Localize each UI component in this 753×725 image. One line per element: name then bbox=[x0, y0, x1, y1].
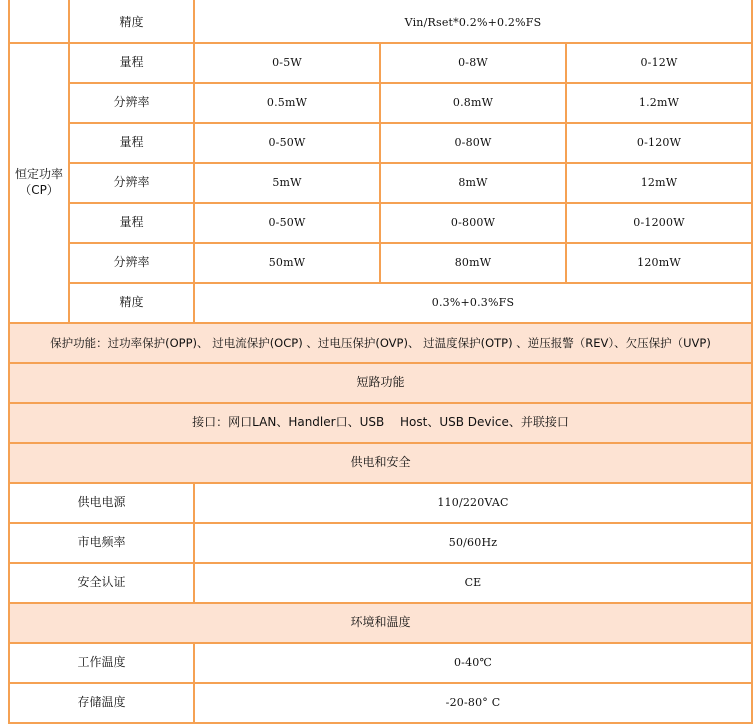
cp-group-label bbox=[10, 44, 68, 322]
cp-group-label-line2: （CP） bbox=[19, 183, 59, 197]
safety-certification-value: CE bbox=[464, 575, 482, 589]
cp-row-value: 0-1200W bbox=[633, 215, 685, 229]
cp-row-label: 分辨率 bbox=[113, 175, 150, 190]
cp-row-value: 0.5mW bbox=[266, 95, 308, 109]
cp-row-value: 0-8W bbox=[458, 55, 488, 69]
cp-row-label: 分辨率 bbox=[113, 255, 150, 270]
cp-row-value: 0-800W bbox=[450, 215, 496, 229]
cp-precision-label: 精度 bbox=[119, 295, 144, 310]
power-safety-title: 供电和安全 bbox=[350, 455, 411, 470]
precision-label: 精度 bbox=[119, 15, 144, 30]
safety-certification-label: 安全认证 bbox=[77, 575, 126, 590]
cp-precision-value: 0.3%+0.3%FS bbox=[431, 295, 515, 309]
power-supply-label: 供电电源 bbox=[77, 495, 126, 510]
cp-row-value: 0.8mW bbox=[452, 95, 494, 109]
environment-title: 环境和温度 bbox=[350, 615, 411, 630]
cp-row-value: 1.2mW bbox=[638, 95, 680, 109]
cp-row-value: 0-5W bbox=[272, 55, 302, 69]
cp-row-value: 0-50W bbox=[268, 215, 306, 229]
mains-frequency-value: 50/60Hz bbox=[448, 535, 498, 549]
cp-row-label: 量程 bbox=[119, 215, 144, 230]
cp-row-label: 分辨率 bbox=[113, 95, 150, 110]
cp-row-value: 80mW bbox=[454, 255, 492, 269]
cp-row-value: 0-50W bbox=[268, 135, 306, 149]
cp-row-value: 120mW bbox=[637, 255, 681, 269]
cp-row-value: 12mW bbox=[640, 175, 678, 189]
interface-list: 接口：网口LAN、Handler口、USB Host、USB Device、并联接口 bbox=[192, 415, 569, 430]
cp-row-label: 量程 bbox=[119, 135, 144, 150]
mains-frequency-label: 市电频率 bbox=[77, 535, 126, 550]
storage-temperature-label: 存储温度 bbox=[77, 695, 126, 710]
cp-row-value: 0-12W bbox=[640, 55, 678, 69]
precision-value: Vin/Rset*0.2%+0.2%FS bbox=[404, 15, 542, 29]
cp-group-label-line1: 恒定功率 bbox=[14, 167, 63, 182]
cp-row-value: 5mW bbox=[272, 175, 302, 189]
cp-row-label: 量程 bbox=[119, 55, 144, 70]
short-circuit-function: 短路功能 bbox=[356, 375, 405, 390]
operating-temperature-label: 工作温度 bbox=[77, 655, 126, 670]
cp-row-value: 0-120W bbox=[636, 135, 682, 149]
grid-line bbox=[8, 722, 753, 724]
cp-row-value: 0-80W bbox=[454, 135, 492, 149]
storage-temperature-value: -20-80° C bbox=[445, 695, 501, 709]
cp-row-value: 8mW bbox=[458, 175, 488, 189]
protection-functions: 保护功能：过功率保护(OPP)、 过电流保护(OCP) 、过电压保护(OVP)、 过温度保护(OTP) 、逆压报警（REV）、欠压保护（UVP) bbox=[50, 335, 711, 350]
power-supply-value: 110/220VAC bbox=[437, 495, 509, 509]
operating-temperature-value: 0-40℃ bbox=[453, 655, 493, 669]
cp-row-value: 50mW bbox=[268, 255, 306, 269]
